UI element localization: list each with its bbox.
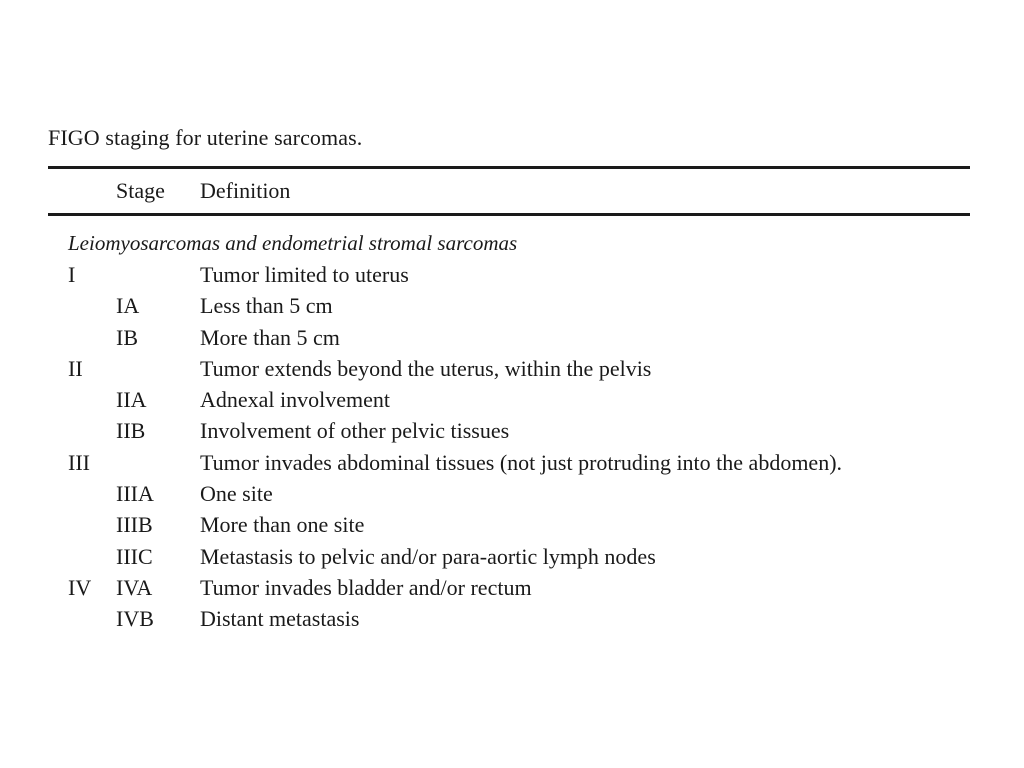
- table-row: [48, 541, 970, 572]
- stage-main: I: [68, 262, 76, 287]
- stage-definition: Distant metastasis: [200, 606, 360, 632]
- stage-definition: One site: [200, 481, 273, 507]
- table-row: [48, 478, 970, 509]
- table-body: [48, 216, 970, 635]
- stage-definition: Adnexal involvement: [200, 387, 391, 413]
- stage-definition: More than 5 cm: [200, 324, 340, 350]
- stage-sub: IA: [116, 293, 140, 319]
- table-row: [48, 353, 970, 384]
- table-row: [48, 603, 970, 634]
- document: [48, 124, 970, 635]
- stage-sub: IIB: [116, 418, 146, 444]
- table-row: [48, 572, 970, 603]
- stage-definition: Involvement of other pelvic tissues: [200, 418, 510, 444]
- stage-main: IV: [68, 574, 92, 600]
- stage-sub: IVA: [116, 574, 153, 600]
- table-row: [48, 509, 970, 540]
- header-stage: Stage: [116, 178, 165, 203]
- stage-definition: Less than 5 cm: [200, 293, 333, 319]
- table-row: [48, 322, 970, 353]
- stage-sub: IIIC: [116, 543, 153, 569]
- stage-main: II: [68, 355, 83, 381]
- stage-definition: Tumor invades bladder and/or rectum: [200, 574, 532, 600]
- stage-sub: IVB: [116, 606, 154, 632]
- group-title: Leiomyosarcomas and endometrial stromal sarcomas: [68, 231, 518, 255]
- table-row: [48, 384, 970, 415]
- table-header-row: [48, 169, 970, 213]
- stage-main: III: [68, 449, 90, 475]
- table-row: [48, 290, 970, 321]
- stage-sub: IB: [116, 324, 138, 350]
- stage-sub: IIIA: [116, 481, 154, 507]
- table-row: [48, 259, 970, 290]
- header-definition: Definition: [200, 178, 291, 203]
- stage-definition: Metastasis to pelvic and/or para-aortic lymph nodes: [200, 543, 656, 569]
- table-row: [48, 447, 970, 478]
- stage-definition: More than one site: [200, 512, 365, 538]
- table-caption: FIGO staging for uterine sarcomas.: [48, 125, 363, 150]
- stage-definition: Tumor invades abdominal tissues (not just protruding into the abdomen).: [200, 449, 843, 475]
- stage-definition: Tumor limited to uterus: [200, 262, 409, 287]
- stage-definition: Tumor extends beyond the uterus, within the pelvis: [200, 355, 652, 381]
- table-row: [48, 415, 970, 446]
- stage-sub: IIA: [116, 387, 147, 413]
- stage-sub: IIIB: [116, 512, 153, 538]
